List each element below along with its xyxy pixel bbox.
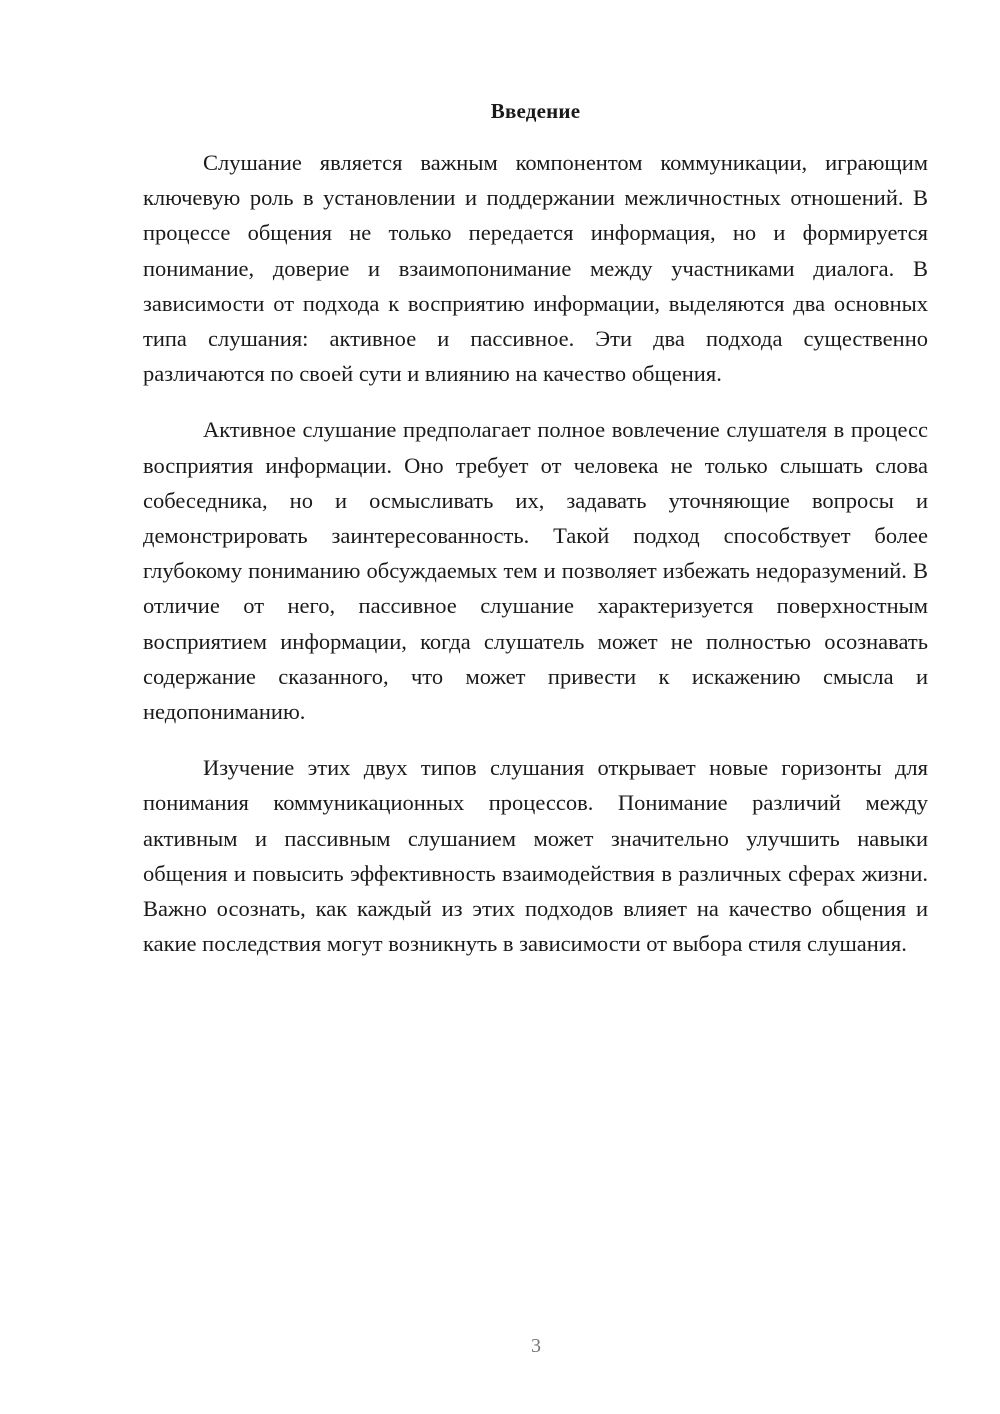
body-text: [143, 145, 928, 982]
paragraph-3: Изучение этих двух типов слушания открывает новые горизонты для понимания коммуникационных процессов. Понимание различий между активным и пассивным слушанием может значительно улучшить навыки общения и повысить эффективность взаимодействия в различных сферах жизни. Важно осознать, как каждый из этих подходов влияет на качество общения и какие последствия могут возникнуть в зависимости от выбора стиля слушания.: [143, 755, 928, 957]
section-title: Введение: [490, 99, 581, 123]
paragraph-1: Слушание является важным компонентом коммуникации, играющим ключевую роль в установлении и поддержании межличностных отношений. В процессе общения не только передается информация, но и формируется понимание, доверие и взаимопонимание между участниками диалога. В зависимости от подхода к восприятию информации, выделяются два основных типа слушания: активное и пассивное. Эти два подхода существенно различаются по своей сути и влиянию на качество общения.: [143, 150, 928, 387]
paragraph-2: Активное слушание предполагает полное вовлечение слушателя в процесс восприятия информации. Оно требует от человека не только слышать слова собеседника, но и осмысливать их, задавать уточняющие вопросы и демонстрировать заинтересованность. Такой подход способствует более глубокому пониманию обсуждаемых тем и позволяет избежать недоразумений. В отличие от него, пассивное слушание характеризуется поверхностным восприятием информации, когда слушатель может не полностью осознавать содержание сказанного, что может привести к искажению смысла и недопониманию.: [143, 417, 928, 725]
page-number: 3: [531, 1335, 541, 1357]
